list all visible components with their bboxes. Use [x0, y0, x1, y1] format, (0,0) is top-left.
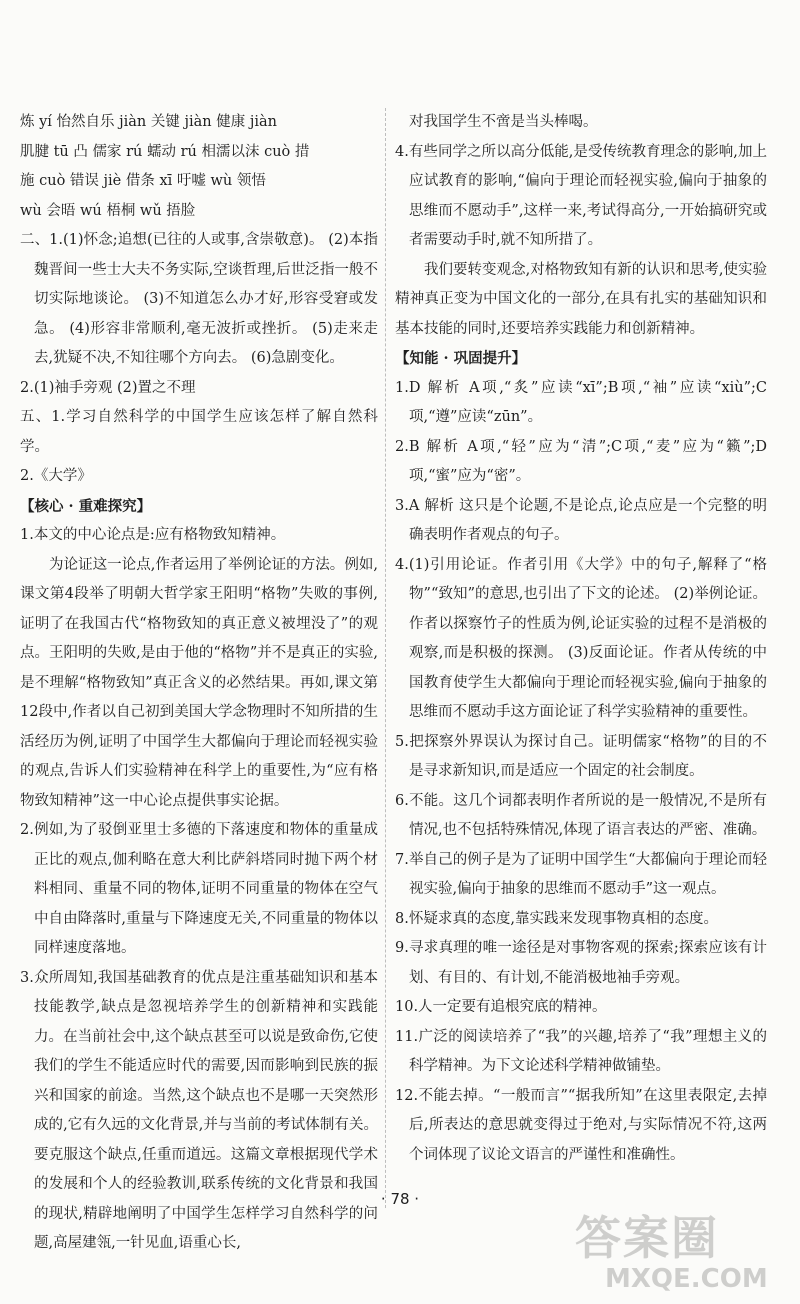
- answer-paragraph: 对我国学生不啻是当头棒喝。: [409, 114, 598, 130]
- answer-paragraph: 1.本文的中心论点是:应有格物致知精神。: [20, 527, 286, 543]
- answer-paragraph: 4.有些同学之所以高分低能,是受传统教育理念的影响,加上应试教育的影响,“偏向于理论而轻视实验,偏向于抽象的思维而不愿动手”,这样一来,考试得高分,一开始搞研究或者需要动手时,就不知所措了。: [395, 143, 767, 248]
- right-column: [395, 108, 767, 1170]
- watermark-url: MXQE.COM: [605, 1264, 768, 1294]
- answer-paragraph: 炼 yí 怡然自乐 jiàn 关键 jiàn 健康 jiàn: [20, 114, 277, 130]
- answer-paragraph: 12.不能去掉。“一般而言”“据我所知”在这里表限定,去掉后,所表达的意思就变得过于绝对,与实际情况不符,这两个词体现了议论文语言的严谨性和准确性。: [395, 1087, 767, 1163]
- page-number: · 78 ·: [380, 1190, 420, 1208]
- answer-paragraph: 2.(1)袖手旁观 (2)置之不理: [20, 379, 196, 396]
- answer-paragraph: 施 cuò 错误 jiè 借条 xī 吁嘘 wù 领悟: [20, 173, 266, 189]
- answer-paragraph: 五、1.学习自然科学的中国学生应该怎样了解自然科学。: [20, 409, 378, 455]
- answer-paragraph: 二、1.(1)怀念;追想(已往的人或事,含崇敬意)。 (2)本指魏晋间一些士大夫不务实际,空谈哲理,后世泛指一般不切实际地谈论。 (3)不知道怎么办才好,形容受窘或发急。 (4)形容非常顺利,毫无波折或挫折。 (5)走来走去,犹疑不决,不知往哪个方向去。 (6)急剧变化。: [20, 232, 378, 366]
- answer-paragraph: 2.B 解析 A项,“轻”应为“清”;C项,“麦”应为“籁”;D项,“蜜”应为“密”。: [395, 438, 767, 484]
- answer-paragraph: 6.不能。这几个词都表明作者所说的是一般情况,不是所有情况,也不包括特殊情况,体现了语言表达的严密、准确。: [395, 792, 767, 838]
- watermark-text: 答案圈: [575, 1211, 719, 1265]
- answer-paragraph: 7.举自己的例子是为了证明中国学生“大都偏向于理论而轻视实验,偏向于抽象的思维而不愿动手”这一观点。: [395, 851, 767, 897]
- answer-paragraph: 2.《大学》: [20, 468, 92, 484]
- answer-paragraph: 3.众所周知,我国基础教育的优点是注重基础知识和基本技能教学,缺点是忽视培养学生的创新精神和实践能力。在当前社会中,这个缺点甚至可以说是致命伤,它使我们的学生不能适应时代的需要,因而影响到民族的振兴和国家的前途。当然,这个缺点也不是哪一天突然形成的,它有久远的文化背景,并与当前的考试体制有关。要克服这个缺点,任重而道远。这篇文章根据现代学术的发展和个人的经验教训,联系传统的文化背景和我国的现状,精辟地阐明了中国学生怎样学习自然科学的问题,高屋建瓴,一针见血,语重心长,: [20, 969, 378, 1251]
- left-column: [20, 108, 378, 1259]
- answer-paragraph: 10.人一定要有追根究底的精神。: [395, 999, 607, 1015]
- answer-paragraph: 9.寻求真理的唯一途径是对事物客观的探索;探索应该有计划、有目的、有计划,不能消极地袖手旁观。: [395, 940, 767, 986]
- watermark-logo: [575, 1212, 785, 1300]
- answer-paragraph: 11.广泛的阅读培养了“我”的兴趣,培养了“我”理想主义的科学精神。为下文论述科学精神做铺垫。: [395, 1028, 767, 1074]
- answer-paragraph: 8.怀疑求真的态度,靠实践来发现事物真相的态度。: [395, 910, 718, 927]
- answer-paragraph: 为论证这一论点,作者运用了举例论证的方法。例如,课文第4段举了明朝大哲学家王阳明“格物”失败的事例,证明了在我国古代“格物致知的真正意义被埋没了”的观点。王阳明的失败,是由于他的“格物”并不是真正的实验,是不理解“格物致知”真正含义的必然结果。再如,课文第12段中,作者以自己初到美国大学念物理时不知所措的生活经历为例,证明了中国学生大都偏向于理论而轻视实验的观点,告诉人们实验精神在科学上的重要性,为“应有格物致知精神”这一中心论点提供事实论据。: [20, 556, 378, 809]
- section-heading: 【知能 · 巩固提升】: [395, 350, 527, 367]
- answer-paragraph: 4.(1)引用论证。作者引用《大学》中的句子,解释了“格物”“致知”的意思,也引出了下文的论述。 (2)举例论证。作者以探察竹子的性质为例,论证实验的过程不是消极的观察,而是积极的探测。 (3)反面论证。作者从传统的中国教育使学生大都偏向于理论而轻视实验,偏向于抽象的思维而不愿动手这方面论证了科学实验精神的重要性。: [395, 556, 767, 720]
- section-heading: 【核心 · 重难探究】: [20, 497, 152, 515]
- answer-paragraph: wù 会晤 wú 梧桐 wǔ 捂脸: [20, 202, 196, 219]
- answer-paragraph: 肌腱 tū 凸 儒家 rú 蠕动 rú 相濡以沫 cuò 措: [20, 143, 310, 160]
- answer-paragraph: 1.D 解析 A项,“炙”应读“xī”;B项,“袖”应读“xiù”;C项,“遵”应读“zūn”。: [395, 379, 767, 425]
- column-divider: [385, 108, 386, 1208]
- answer-paragraph: 我们要转变观念,对格物致知有新的认识和思考,使实验精神真正变为中国文化的一部分,在具有扎实的基础知识和基本技能的同时,还要培养实践能力和创新精神。: [395, 261, 767, 337]
- answer-paragraph: 5.把探察外界误认为探讨自己。证明儒家“格物”的目的不是寻求新知识,而是适应一个固定的社会制度。: [395, 733, 767, 779]
- answer-paragraph: 3.A 解析 这只是个论题,不是论点,论点应是一个完整的明确表明作者观点的句子。: [395, 497, 767, 543]
- answer-paragraph: 2.例如,为了驳倒亚里士多德的下落速度和物体的重量成正比的观点,伽利略在意大利比萨斜塔同时抛下两个材料相同、重量不同的物体,证明不同重量的物体在空气中自由降落时,重量与下降速度无关,不同重量的物体以同样速度落地。: [20, 822, 378, 956]
